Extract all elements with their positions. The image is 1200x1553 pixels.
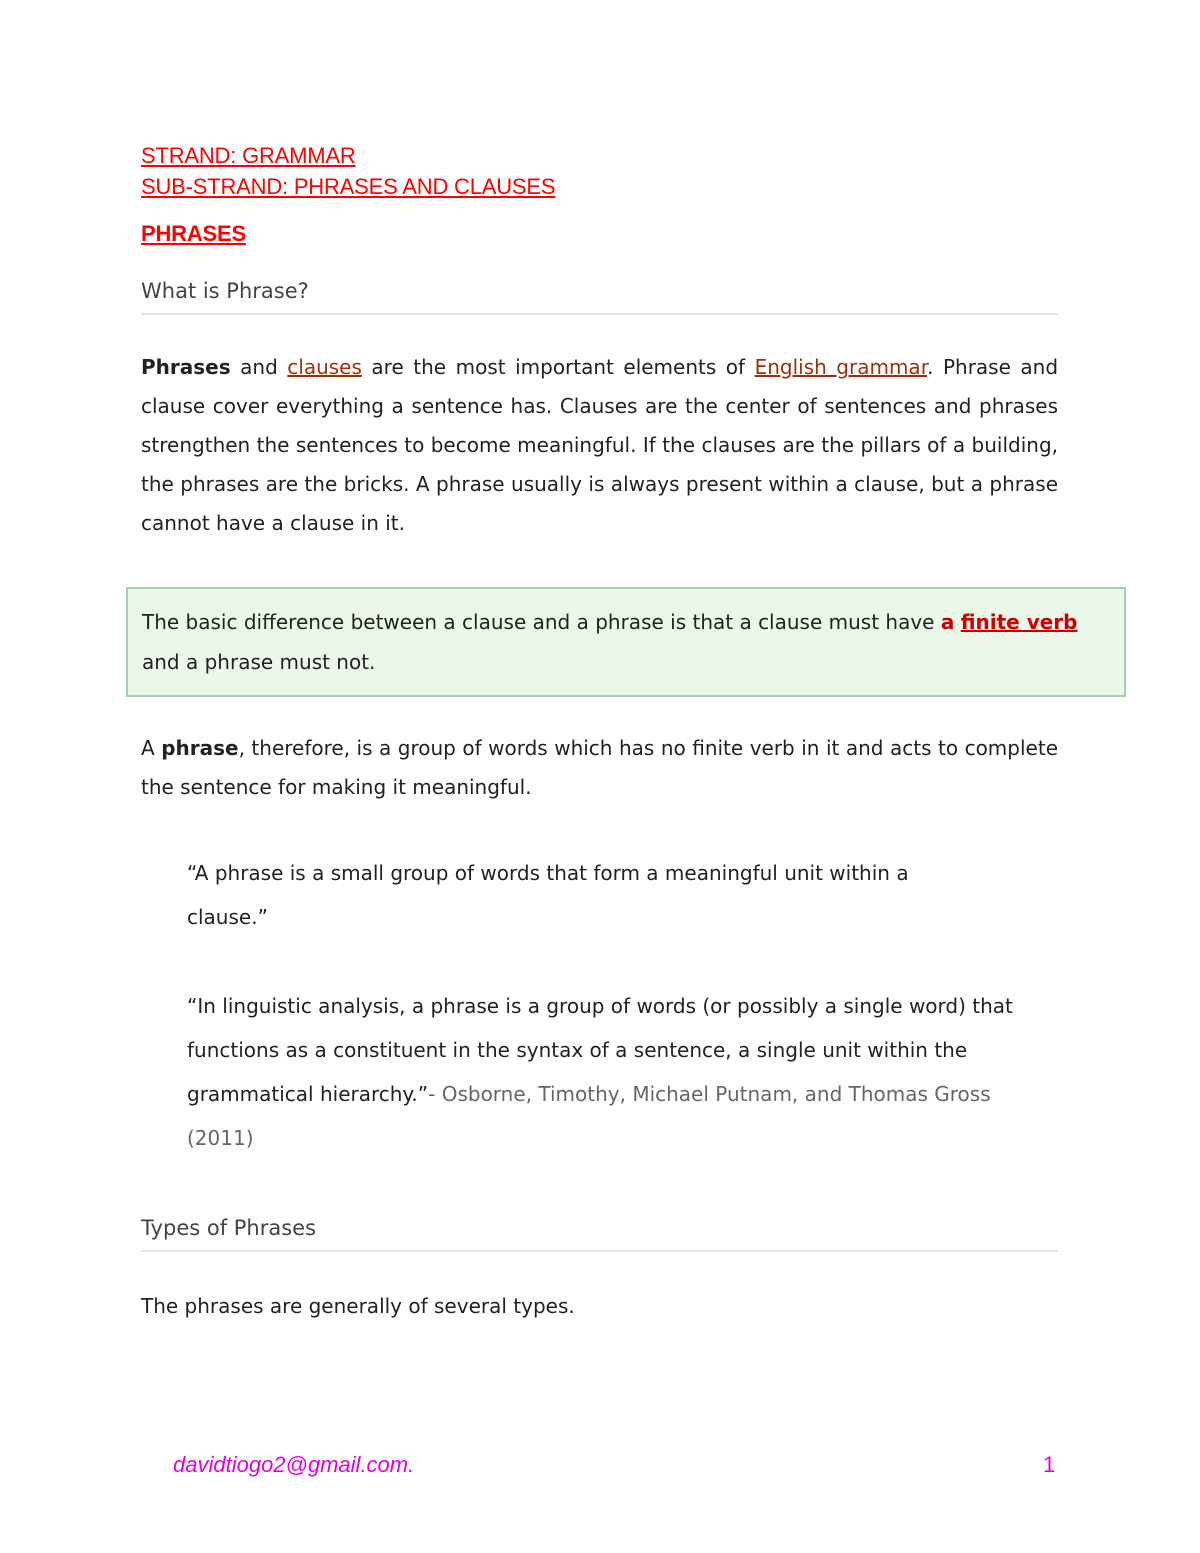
bold-a: a — [940, 610, 955, 634]
bold-phrase: phrase — [161, 736, 239, 760]
text-run: A — [141, 736, 162, 760]
footer-page-number: 1 — [1043, 1452, 1056, 1477]
section-heading-types-of-phrases: Types of Phrases — [141, 1216, 1058, 1252]
intro-paragraph — [141, 348, 1058, 543]
quote-1: “A phrase is a small group of words that form a meaningful unit within a clause.” — [187, 861, 909, 929]
quote-2 — [187, 984, 1027, 1160]
callout-text — [142, 602, 1110, 682]
text-run: , therefore, is a group of words which has no finite verb in it and acts to complete the sentence for making it meaningful. — [141, 736, 1058, 799]
bold-phrases: Phrases — [141, 355, 231, 379]
text-run: and a phrase must not. — [142, 650, 376, 674]
text-run: . Phrase and clause cover everything a sentence has. Clauses are the center of sentences and phrases strengthen the sentences to become meaningful. If the clauses are the pillars of a building, the phrases are the bricks. A phrase usually is always present within a clause, but a phrase cannot have a clause in it. — [141, 355, 1059, 535]
text-run: and — [230, 355, 288, 379]
phrase-definition-paragraph — [141, 729, 1058, 807]
text-run: are the most important elements of — [361, 355, 755, 379]
strand-heading: STRAND: GRAMMAR — [141, 143, 356, 168]
finite-verb-link[interactable]: finite verb — [960, 610, 1078, 634]
clauses-link[interactable]: clauses — [287, 355, 362, 379]
sub-strand-heading: SUB-STRAND: PHRASES AND CLAUSES — [141, 174, 556, 199]
quote-citation: - Osborne, Timothy, Michael Putnam, and Thomas Gross (2011) — [187, 1082, 991, 1150]
english-grammar-link[interactable]: English grammar — [754, 355, 928, 379]
footer-email: davidtiogo2@gmail.com. — [173, 1452, 415, 1477]
topic-heading: PHRASES — [141, 221, 246, 246]
text-run: The basic difference between a clause and a phrase is that a clause must have — [142, 610, 941, 634]
key-difference-callout — [126, 587, 1126, 697]
types-paragraph: The phrases are generally of several types. — [141, 1294, 575, 1318]
quote-text: “In linguistic analysis, a phrase is a group of words (or possibly a single word) that functions as a constituent in the syntax of a sentence, a single unit within the grammatical hierarchy.” — [187, 994, 1013, 1106]
section-heading-what-is-phrase: What is Phrase? — [141, 279, 1058, 315]
